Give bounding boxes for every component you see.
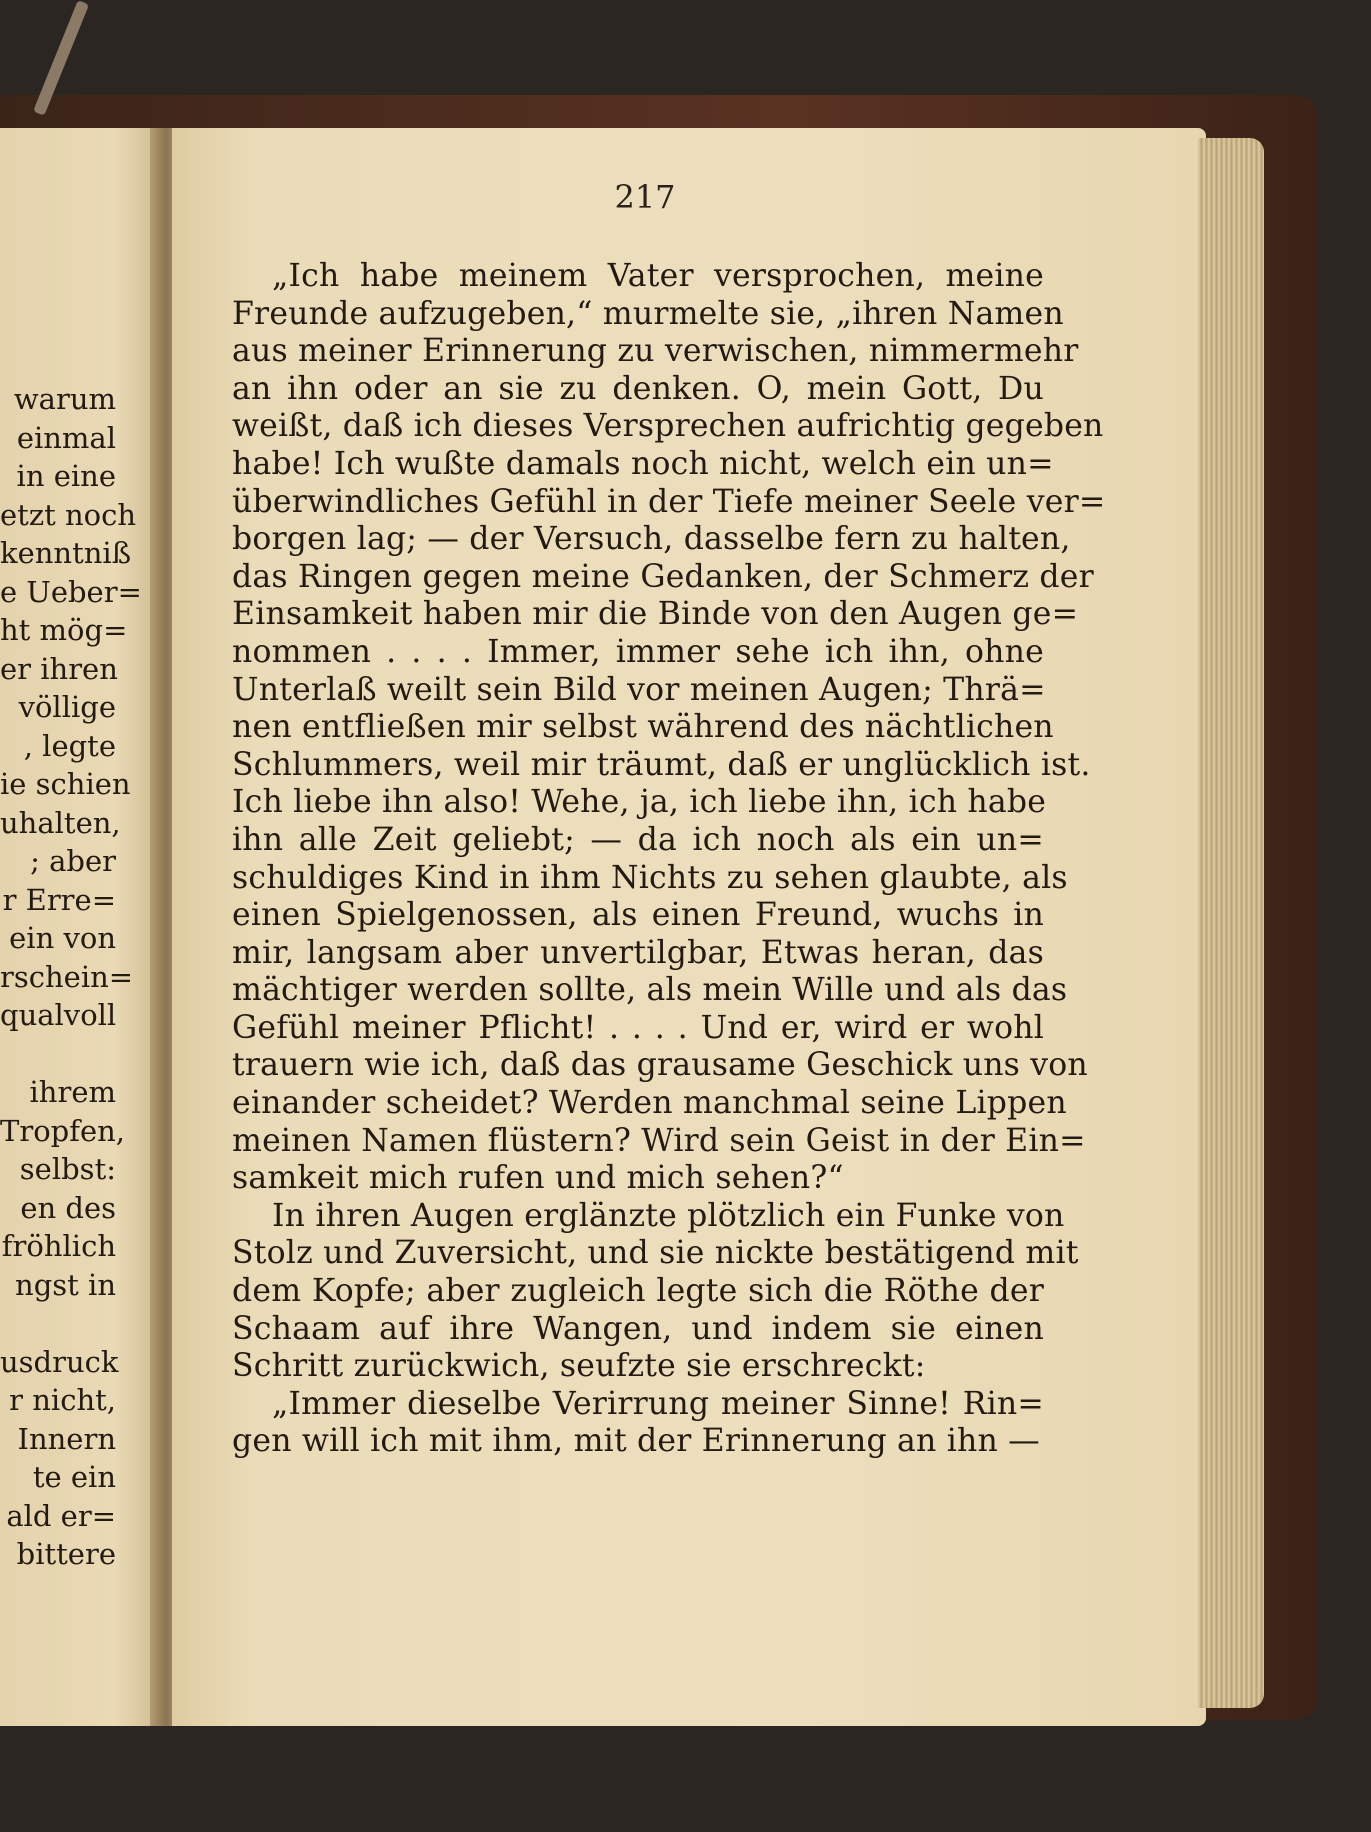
left-page-fragment: Innern (17, 1421, 116, 1456)
left-page-fragment: r nicht, (9, 1383, 116, 1417)
left-page-fragment: ht mög= (0, 613, 128, 647)
text-line: trauern wie ich, daß das grausame Geschick uns von (232, 1047, 1088, 1084)
text-line: Einsamkeit haben mir die Binde von den Augen ge= (232, 596, 1079, 633)
text-line: mächtiger werden sollte, als mein Wille und als das (232, 972, 1068, 1009)
left-page-fragment: ie schien (0, 767, 131, 801)
text-line: schuldiges Kind in ihm Nichts zu sehen glaubte, als (232, 859, 1068, 896)
left-page-text (0, 380, 142, 1574)
left-page-fragment: warum (13, 382, 116, 416)
left-page-fragment (0, 1035, 116, 1074)
text-line: „Ich habe meinem Vater versprochen, meine (272, 258, 1044, 294)
text-line: Stolz und Zuversicht, und sie nickte bestätigend mit (232, 1235, 1079, 1272)
text-line: ihn alle Zeit geliebt; — da ich noch als ein un= (232, 821, 1044, 858)
left-page-fragment: en des (20, 1190, 116, 1225)
left-page-fragment: , legte (23, 728, 116, 763)
text-line: Gefühl meiner Pflicht! . . . . Und er, wird er wohl (232, 1009, 1044, 1046)
left-page-fragment: ngst in (15, 1267, 116, 1302)
left-page-fragment: ein von (9, 921, 116, 955)
text-line: gen will ich mit ihm, mit der Erinnerung an ihn — (232, 1423, 1040, 1460)
text-line: habe! Ich wußte damals noch nicht, welch ein un= (232, 445, 1054, 482)
left-page-fragment: rschein= (0, 959, 134, 994)
left-page-fragment: bittere (16, 1537, 116, 1571)
text-line: überwindliches Gefühl in der Tiefe meiner Seele ver= (232, 483, 1106, 520)
text-line: weißt, daß ich dieses Versprechen aufrichtig gegeben (232, 408, 1104, 445)
left-page-fragment: Tropfen, (0, 1113, 126, 1148)
text-line: nen entfließen mir selbst während des nächtlichen (232, 709, 1054, 746)
left-page-fragment: qualvoll (0, 998, 117, 1032)
left-page-fragment: e Ueber= (0, 574, 142, 609)
text-line: Schaam auf ihre Wangen, und indem sie einen (232, 1310, 1044, 1347)
page-edges (1198, 138, 1264, 1708)
text-line: an ihn oder an sie zu denken. O, mein Gott, Du (232, 370, 1044, 407)
text-line: meinen Namen flüstern? Wird sein Geist in der Ein= (232, 1122, 1086, 1159)
text-line: mir, langsam aber unvertilgbar, Etwas heran, das (232, 934, 1044, 971)
text-line: einander scheidet? Werden manchmal seine Lippen (232, 1085, 1067, 1122)
page-number: 217 (614, 178, 676, 216)
left-page-fragment: etzt noch (0, 497, 137, 532)
text-line: samkeit mich rufen und mich sehen?“ (232, 1160, 844, 1197)
left-page-fragment: ald er= (6, 1498, 116, 1533)
text-line: das Ringen gegen meine Gedanken, der Schmerz der (232, 558, 1094, 595)
left-page-fragment: ihrem (29, 1075, 116, 1109)
left-page-fragment: einmal (16, 420, 116, 455)
left-page-fragment: in eine (16, 459, 116, 493)
left-page-fragment: r Erre= (2, 882, 116, 917)
left-page-fragment: kenntniß (0, 536, 132, 570)
left-page-fragment: usdruck (0, 1344, 119, 1379)
text-line: nommen . . . . Immer, immer sehe ich ihn, ohne (232, 633, 1044, 670)
text-line: „Immer dieselbe Verirrung meiner Sinne! Rin= (272, 1385, 1044, 1422)
left-page (0, 128, 165, 1726)
text-line: borgen lag; — der Versuch, dasselbe fern zu halten, (232, 521, 1071, 558)
text-line: Unterlaß weilt sein Bild vor meinen Augen; Thrä= (232, 671, 1046, 708)
left-page-fragment: uhalten, (0, 805, 121, 840)
left-page-fragment: te ein (32, 1460, 116, 1494)
text-line: Freunde aufzugeben,“ murmelte sie, „ihren Namen (232, 295, 1064, 332)
left-page-fragment (0, 1304, 116, 1343)
text-line: Schritt zurückwich, seufzte sie erschreckt: (232, 1348, 926, 1385)
body-text (232, 258, 1106, 1461)
text-line: Schlummers, weil mir träumt, daß er unglücklich ist. (232, 746, 1091, 783)
left-page-fragment: völlige (18, 690, 116, 724)
text-line: einen Spielgenossen, als einen Freund, wuchs in (232, 897, 1044, 934)
left-page-fragment: ; aber (30, 844, 116, 878)
text-line: aus meiner Erinnerung zu verwischen, nimmermehr (232, 333, 1079, 370)
left-page-fragment: er ihren (0, 651, 118, 686)
left-page-fragment: fröhlich (1, 1229, 116, 1263)
text-line: Ich liebe ihn also! Wehe, ja, ich liebe ihn, ich habe (232, 784, 1047, 821)
text-line: In ihren Augen erglänzte plötzlich ein Funke von (272, 1197, 1065, 1234)
left-page-fragment: selbst: (19, 1152, 116, 1186)
text-line: dem Kopfe; aber zugleich legte sich die Röthe der (232, 1273, 1044, 1310)
